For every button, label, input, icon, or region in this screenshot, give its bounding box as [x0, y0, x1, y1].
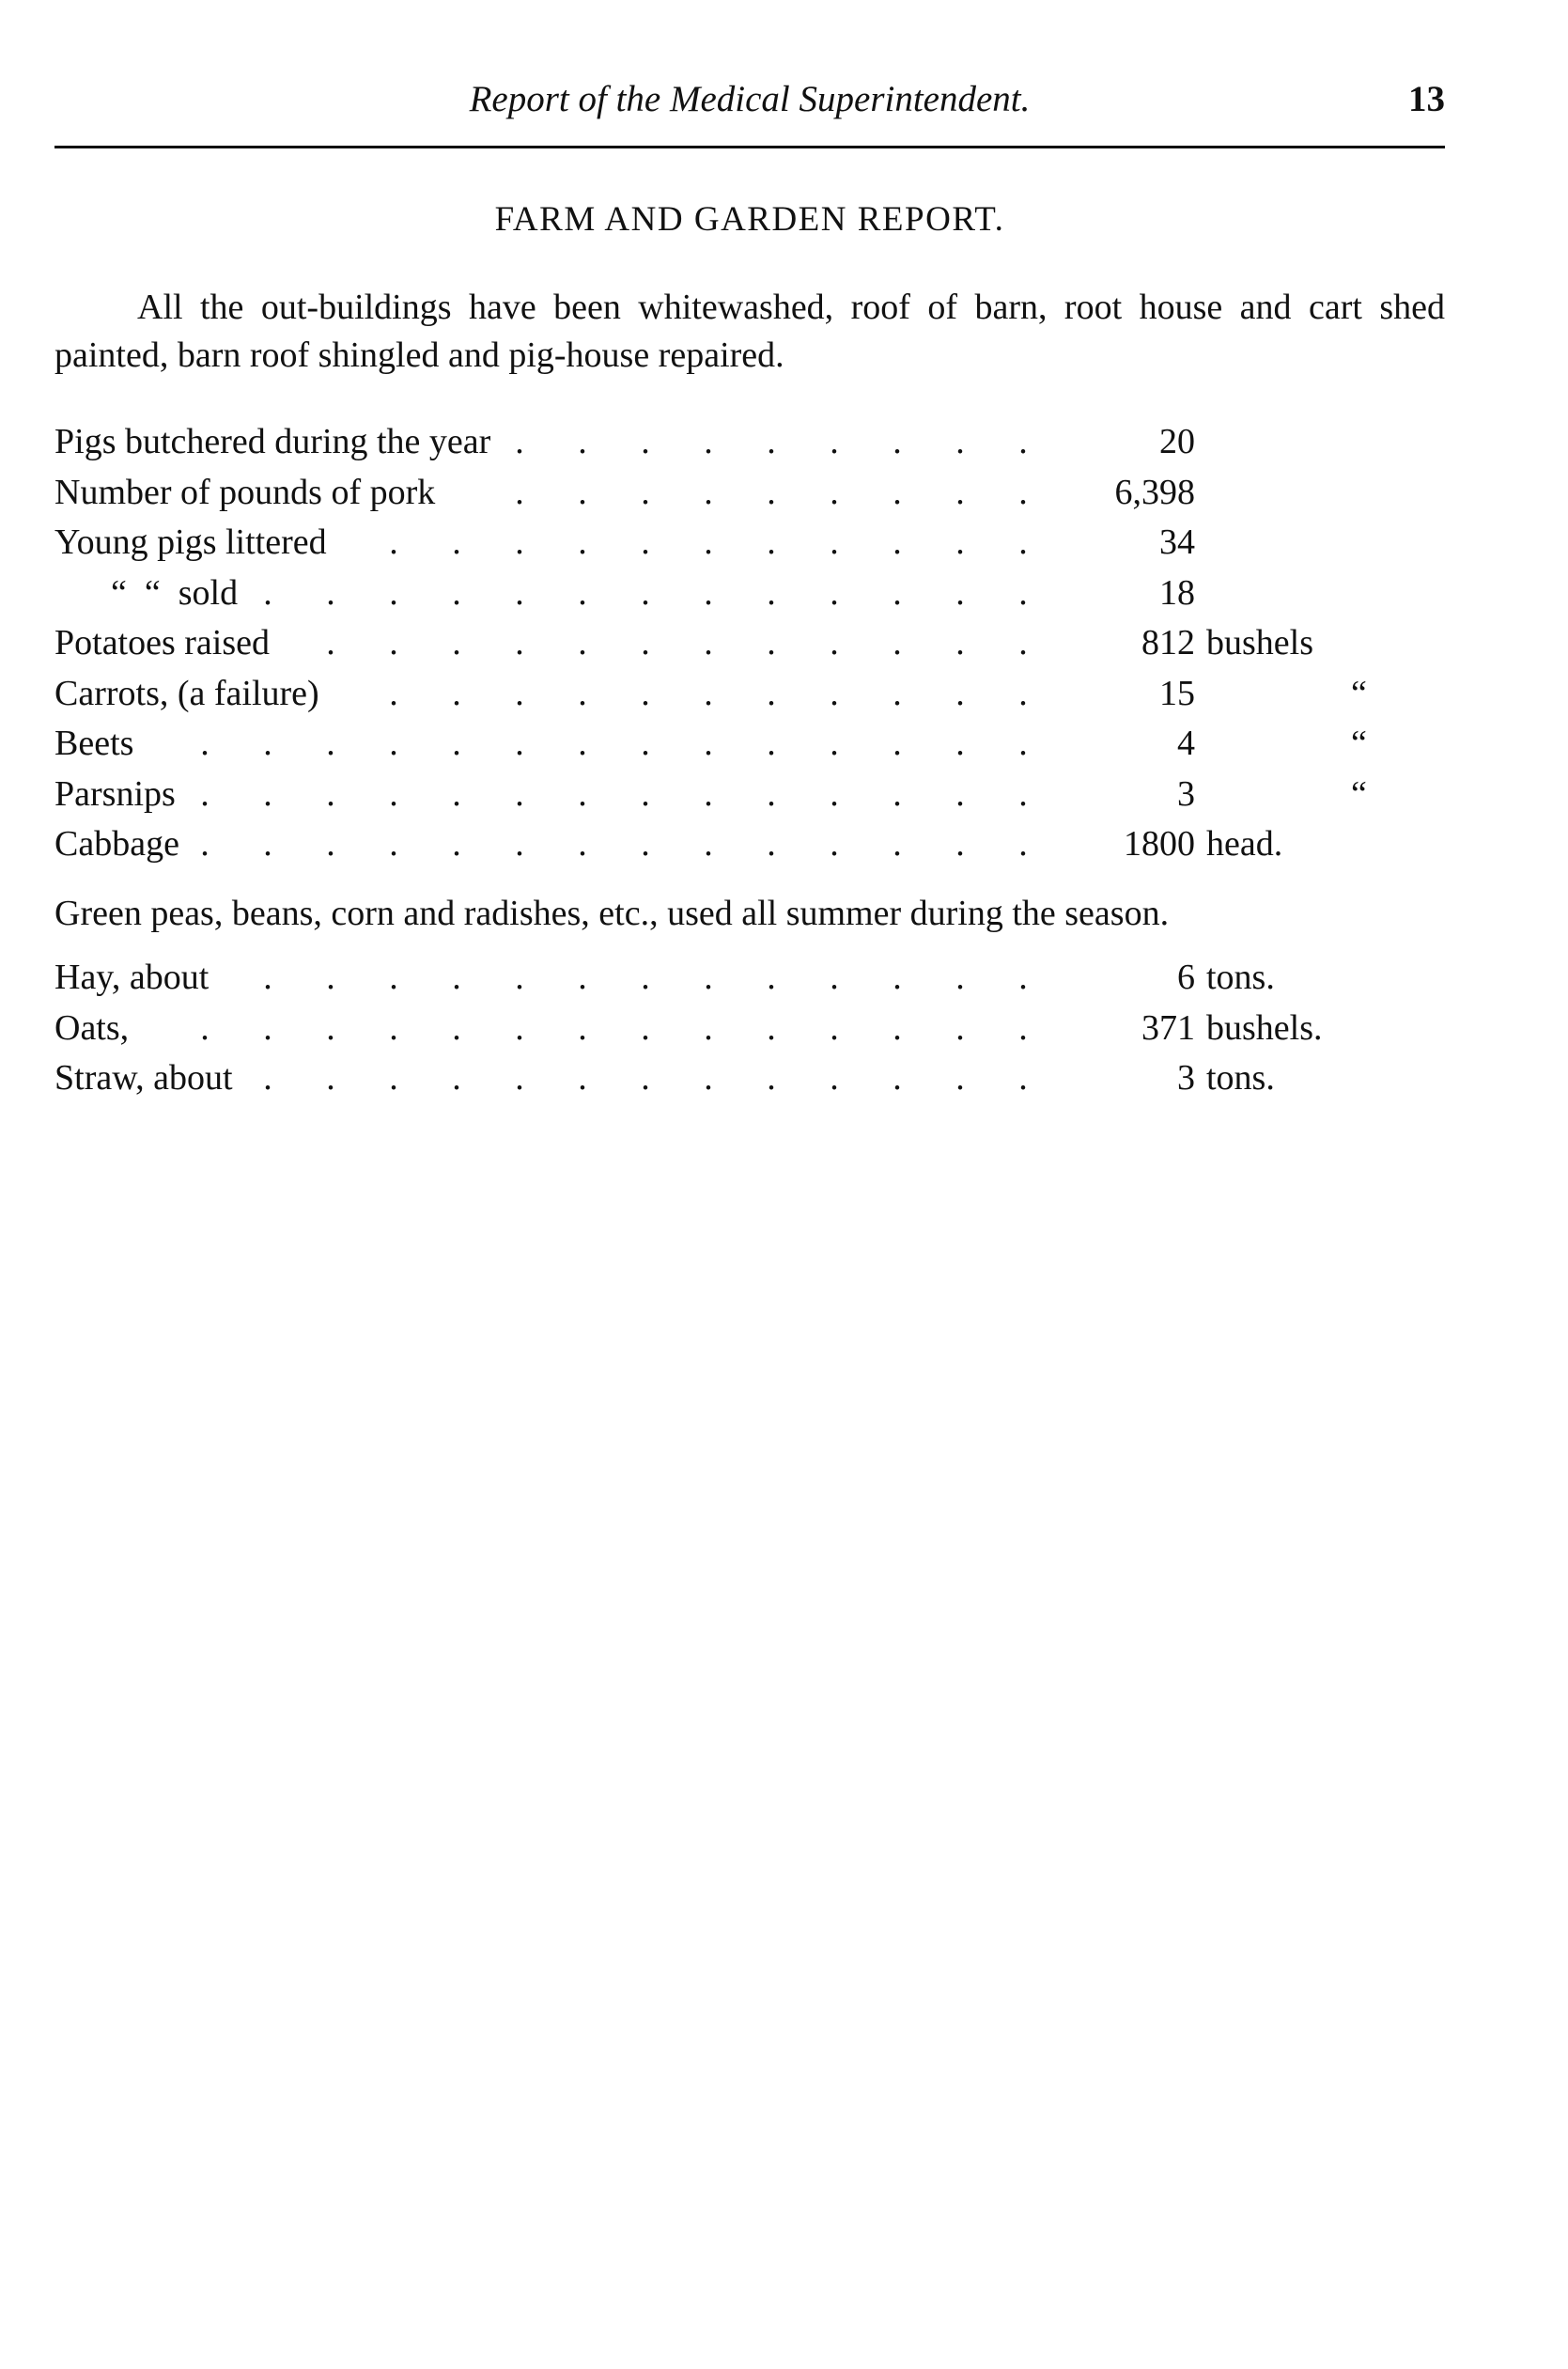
leader-dot: .: [1018, 522, 1028, 562]
leader-dot: .: [704, 422, 713, 461]
leader-dot: .: [641, 958, 650, 997]
leader-dot: .: [452, 673, 461, 713]
leader-dot: .: [389, 673, 398, 713]
leader-dot: .: [704, 773, 713, 814]
leader-dot: .: [830, 1007, 839, 1048]
leader-dot: .: [641, 522, 650, 562]
leader-dot: .: [389, 522, 398, 562]
leader-dot: .: [955, 472, 965, 512]
section-title: FARM AND GARDEN REPORT.: [494, 200, 1005, 239]
leader-dot: .: [767, 522, 776, 562]
leader-dot: .: [955, 572, 965, 613]
leader-dot: .: [767, 724, 776, 763]
leader-dot: .: [578, 572, 587, 613]
running-title: Report of the Medical Superintendent.: [469, 79, 1031, 119]
ledger-label: Hay, about: [54, 958, 210, 997]
leader-dot: .: [704, 472, 713, 512]
leader-dot: .: [893, 673, 902, 713]
leader-dot: .: [452, 1058, 461, 1098]
leader-dot: .: [200, 824, 210, 864]
leader-dot: .: [389, 623, 398, 662]
leader-dot: .: [893, 422, 902, 461]
running-head: [54, 75, 1445, 124]
leader-dot: .: [893, 572, 902, 613]
page-number: 13: [1408, 79, 1445, 119]
leader-dot: .: [515, 422, 524, 461]
ledger-value: 6,398: [1114, 472, 1195, 512]
leader-dot: .: [578, 472, 587, 512]
leader-dot: .: [704, 673, 713, 713]
leader-dot: .: [326, 1007, 335, 1048]
leader-dot: .: [767, 623, 776, 662]
ledger-label: Potatoes raised: [54, 623, 271, 662]
ledger-row: [54, 770, 1445, 820]
ledger-row: [54, 618, 1445, 669]
leader-dot: .: [830, 1058, 839, 1098]
leader-dot: .: [767, 572, 776, 613]
leader-dot: .: [1018, 1058, 1028, 1098]
leader-dot: .: [263, 572, 272, 613]
leader-dot: .: [955, 673, 965, 713]
ledger-value: 3: [1177, 1058, 1195, 1098]
leader-dot: .: [326, 824, 335, 864]
leader-dot: .: [389, 1058, 398, 1098]
ledger-row: [54, 468, 1445, 519]
ledger-label: “ “ sold: [111, 572, 239, 613]
leader-dot: .: [452, 958, 461, 997]
leader-dot: .: [200, 724, 210, 763]
leader-dot: .: [893, 773, 902, 814]
ledger-label: Young pigs littered: [54, 522, 327, 562]
leader-dot: .: [515, 1007, 524, 1048]
leader-dot: .: [767, 673, 776, 713]
leader-dot: .: [515, 1058, 524, 1098]
leader-dot: .: [955, 422, 965, 461]
ledger-unit: bushels: [1206, 623, 1313, 662]
ledger-value: 18: [1159, 572, 1195, 613]
leader-dot: .: [704, 1007, 713, 1048]
leader-dot: .: [515, 572, 524, 613]
leader-dot: .: [515, 958, 524, 997]
leader-dot: .: [578, 1007, 587, 1048]
ledger-row: [54, 1004, 1445, 1054]
leader-dot: .: [955, 522, 965, 562]
produce-ledger: [54, 417, 1445, 870]
ledger-label: Pigs butchered during the year: [54, 422, 491, 461]
ledger-unit: “: [1351, 724, 1367, 763]
ledger-value: 34: [1159, 522, 1195, 562]
leader-dot: .: [1018, 623, 1028, 662]
leader-dot: .: [452, 724, 461, 763]
leader-dot: .: [452, 572, 461, 613]
ledger-value: 4: [1177, 724, 1195, 763]
leader-dot: .: [326, 958, 335, 997]
leader-dot: .: [893, 1007, 902, 1048]
leader-dot: .: [515, 773, 524, 814]
leader-dot: .: [830, 824, 839, 864]
leader-dot: .: [389, 773, 398, 814]
leader-dot: .: [263, 1058, 272, 1098]
leader-dot: .: [830, 522, 839, 562]
leader-dot: .: [893, 824, 902, 864]
leader-dot: .: [830, 572, 839, 613]
leader-dot: .: [326, 773, 335, 814]
leader-dot: .: [263, 958, 272, 997]
ledger-unit: bushels.: [1206, 1007, 1323, 1048]
leader-dot: .: [830, 422, 839, 461]
leader-dot: .: [263, 1007, 272, 1048]
leader-dot: .: [955, 1058, 965, 1098]
ledger-unit: “: [1351, 673, 1367, 713]
ledger-row: [54, 518, 1445, 569]
leader-dot: .: [1018, 824, 1028, 864]
leader-dot: .: [830, 958, 839, 997]
leader-dot: .: [767, 1007, 776, 1048]
leader-dot: .: [704, 958, 713, 997]
leader-dot: .: [515, 472, 524, 512]
leader-dot: .: [893, 472, 902, 512]
ledger-unit: head.: [1206, 824, 1283, 864]
ledger-label: Beets: [54, 724, 134, 763]
leader-dot: .: [389, 572, 398, 613]
leader-dot: .: [1018, 724, 1028, 763]
leader-dot: .: [578, 422, 587, 461]
leader-dot: .: [955, 1007, 965, 1048]
leader-dot: .: [1018, 958, 1028, 997]
ledger-label: Straw, about: [54, 1058, 233, 1098]
ledger-row: [54, 819, 1445, 870]
ledger-row: [54, 1053, 1445, 1104]
leader-dot: .: [767, 472, 776, 512]
ledger-row: [54, 569, 1445, 619]
leader-dot: .: [578, 724, 587, 763]
leader-dot: .: [452, 623, 461, 662]
leader-dot: .: [515, 824, 524, 864]
leader-dot: .: [1018, 1007, 1028, 1048]
leader-dot: .: [263, 773, 272, 814]
ledger-value: 15: [1159, 673, 1195, 713]
leader-dot: .: [578, 958, 587, 997]
leader-dot: .: [578, 1058, 587, 1098]
leader-dot: .: [578, 522, 587, 562]
leader-dot: .: [1018, 472, 1028, 512]
ledger-unit: “: [1351, 773, 1367, 814]
leader-dot: .: [893, 1058, 902, 1098]
leader-dot: .: [955, 773, 965, 814]
header-rule: [54, 146, 1445, 148]
leader-dot: .: [704, 623, 713, 662]
leader-dot: .: [515, 724, 524, 763]
leader-dot: .: [200, 773, 210, 814]
leader-dot: .: [389, 1007, 398, 1048]
leader-dot: .: [1018, 422, 1028, 461]
leader-dot: .: [641, 1007, 650, 1048]
leader-dot: .: [704, 824, 713, 864]
leader-dot: .: [578, 773, 587, 814]
leader-dot: .: [326, 1058, 335, 1098]
leader-dot: .: [326, 623, 335, 662]
leader-dot: .: [389, 724, 398, 763]
leader-dot: .: [515, 623, 524, 662]
leader-dot: .: [830, 773, 839, 814]
ledger-label: Carrots, (a failure): [54, 673, 319, 713]
leader-dot: .: [263, 724, 272, 763]
leader-dot: .: [1018, 572, 1028, 613]
leader-dot: .: [767, 958, 776, 997]
leader-dot: .: [389, 824, 398, 864]
leader-dot: .: [515, 673, 524, 713]
leader-dot: .: [955, 958, 965, 997]
leader-dot: .: [955, 824, 965, 864]
intro-paragraph: All the out-buildings have been whitewashed, roof of barn, root house and cart shed painted, barn roof shingled and pig-house repaired.: [54, 288, 1445, 375]
leader-dot: .: [830, 472, 839, 512]
ledger-unit: tons.: [1206, 1058, 1275, 1098]
leader-dot: .: [452, 773, 461, 814]
leader-dot: .: [200, 1007, 210, 1048]
leader-dot: .: [893, 958, 902, 997]
leader-dot: .: [578, 673, 587, 713]
field-crops-ledger: [54, 953, 1445, 1104]
leader-dot: .: [1018, 773, 1028, 814]
leader-dot: .: [641, 572, 650, 613]
ledger-value: 1800: [1124, 824, 1195, 864]
leader-dot: .: [326, 724, 335, 763]
leader-dot: .: [452, 1007, 461, 1048]
ledger-label: Cabbage: [54, 824, 179, 864]
ledger-value: 20: [1159, 422, 1195, 461]
ledger-row: [54, 417, 1445, 468]
leader-dot: .: [452, 522, 461, 562]
leader-dot: .: [767, 1058, 776, 1098]
leader-dot: .: [830, 673, 839, 713]
summer-note: Green peas, beans, corn and radishes, etc., used all summer during the season.: [54, 894, 1170, 933]
ledger-label: Oats,: [54, 1007, 130, 1048]
leader-dot: .: [830, 724, 839, 763]
leader-dot: .: [704, 572, 713, 613]
leader-dot: .: [704, 522, 713, 562]
ledger-label: Number of pounds of pork: [54, 472, 436, 512]
leader-dot: .: [1018, 673, 1028, 713]
leader-dot: .: [452, 824, 461, 864]
leader-dot: .: [893, 522, 902, 562]
leader-dot: .: [326, 572, 335, 613]
leader-dot: .: [704, 724, 713, 763]
ledger-value: 812: [1141, 623, 1195, 662]
leader-dot: .: [767, 422, 776, 461]
leader-dot: .: [955, 623, 965, 662]
leader-dot: .: [641, 824, 650, 864]
leader-dot: .: [641, 1058, 650, 1098]
ledger-value: 6: [1177, 958, 1195, 997]
ledger-value: 3: [1177, 773, 1195, 814]
leader-dot: .: [641, 623, 650, 662]
leader-dot: .: [893, 724, 902, 763]
ledger-row: [54, 719, 1445, 770]
leader-dot: .: [767, 773, 776, 814]
leader-dot: .: [389, 958, 398, 997]
ledger-row: [54, 669, 1445, 720]
leader-dot: .: [704, 1058, 713, 1098]
leader-dot: .: [641, 472, 650, 512]
ledger-label: Parsnips: [54, 773, 176, 814]
leader-dot: .: [641, 724, 650, 763]
leader-dot: .: [515, 522, 524, 562]
leader-dot: .: [893, 623, 902, 662]
ledger-row: [54, 953, 1445, 1004]
leader-dot: .: [641, 773, 650, 814]
leader-dot: .: [767, 824, 776, 864]
leader-dot: .: [578, 824, 587, 864]
leader-dot: .: [955, 724, 965, 763]
ledger-value: 371: [1141, 1007, 1195, 1048]
leader-dot: .: [830, 623, 839, 662]
leader-dot: .: [641, 673, 650, 713]
leader-dot: .: [578, 623, 587, 662]
leader-dot: .: [263, 824, 272, 864]
ledger-unit: tons.: [1206, 958, 1275, 997]
leader-dot: .: [641, 422, 650, 461]
